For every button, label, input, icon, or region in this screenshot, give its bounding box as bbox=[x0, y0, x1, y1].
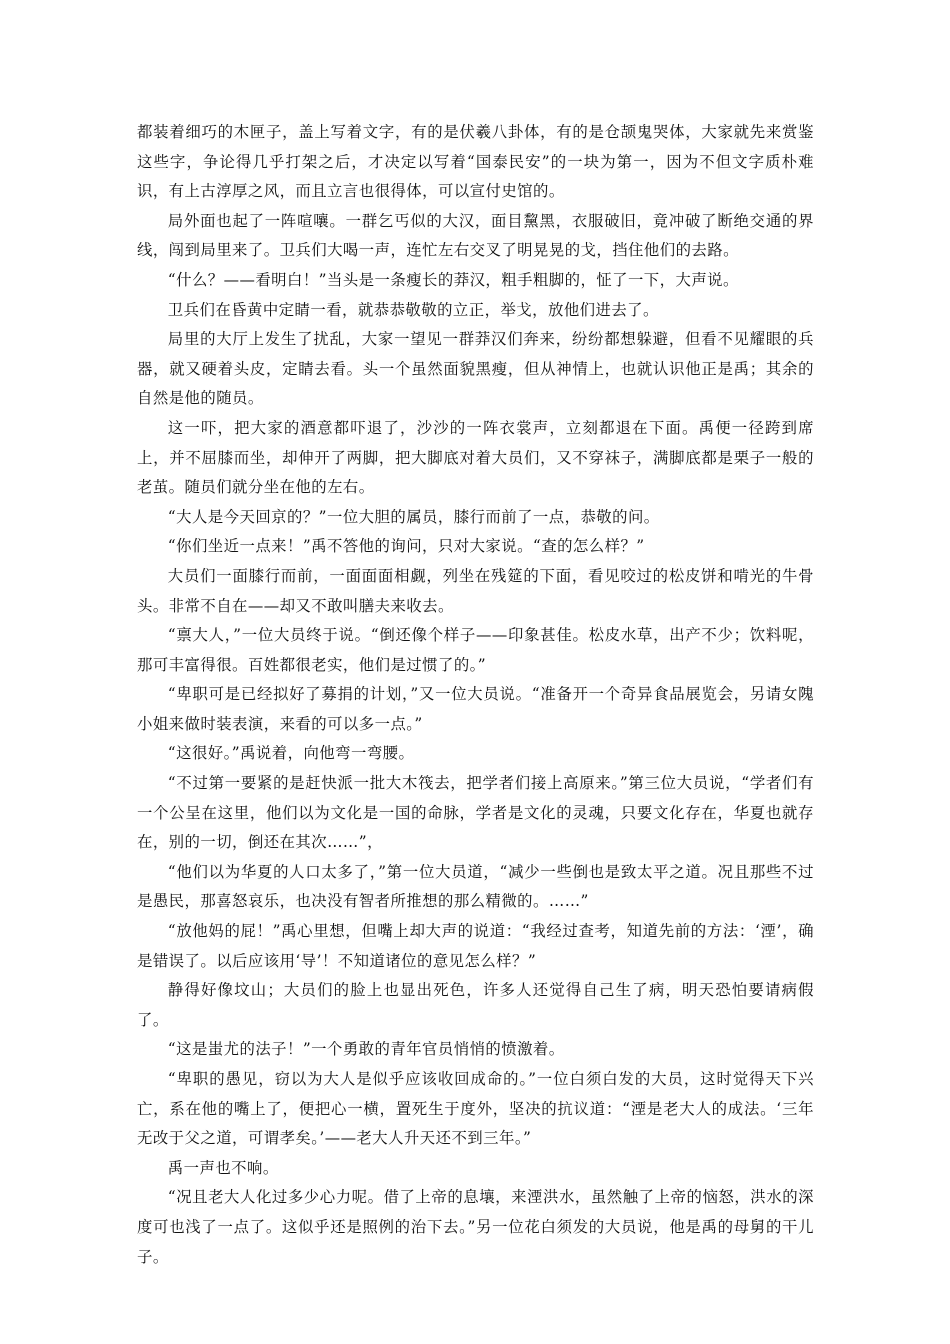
paragraph: “卑职可是已经拟好了募捐的计划，”又一位大员说。“准备开一个奇异食品展览会，另请女隗小姐来做时装表演，来看的可以多一点。” bbox=[137, 685, 814, 733]
paragraph: 卫兵们在昏黄中定睛一看，就恭恭敬敬的立正，举戈，放他们进去了。 bbox=[167, 300, 659, 319]
paragraph: “大人是今天回京的？”一位大胆的属员，膝行而前了一点，恭敬的问。 bbox=[167, 507, 660, 526]
paragraph: “不过第一要紧的是赶快派一批大木筏去，把学者们接上高原来。”第三位大员说，“学者们有一个公呈在这里，他们以为文化是一国的命脉，学者是文化的灵魂，只要文化存在，华夏也就存在，别的一切，倒还在其次……”， bbox=[137, 774, 814, 852]
paragraph: 大员们一面膝行而前，一面面面相觑，列坐在残筵的下面，看见咬过的松皮饼和啃光的牛骨头。非常不自在——却又不敢叫膳夫来收去。 bbox=[137, 566, 814, 615]
paragraph: “放他妈的屁！”禹心里想，但嘴上却大声的说道：“我经过查考，知道先前的方法：‘湮’，确是错误了。以后应该用‘导’！不知道诸位的意见怎么样？” bbox=[137, 922, 814, 970]
paragraph: 局外面也起了一阵喧嚷。一群乞丐似的大汉，面目黧黑，衣服破旧，竟冲破了断绝交通的界线，闯到局里来了。卫兵们大喝一声，连忙左右交叉了明晃晃的戈，挡住他们的去路。 bbox=[137, 211, 814, 260]
paragraph: “什么？——看明白！”当头是一条瘦长的莽汉，粗手粗脚的，怔了一下，大声说。 bbox=[167, 270, 739, 289]
paragraph: 静得好像坟山；大员们的脸上也显出死色，许多人还觉得自己生了病，明天恐怕要请病假了。 bbox=[137, 981, 814, 1029]
paragraph: 禹一声也不响。 bbox=[167, 1158, 279, 1177]
paragraph: “况且老大人化过多少心力呢。借了上帝的息壤，来湮洪水，虽然触了上帝的恼怒，洪水的深度可也浅了一点了。这似乎还是照例的治下去。”另一位花白须发的大员说，他是禹的母舅的干儿子。 bbox=[137, 1188, 814, 1266]
paragraph: “卑职的愚见，窃以为大人是似乎应该收回成命的。”一位白须白发的大员，这时觉得天下兴亡，系在他的嘴上了，便把心一横，置死生于度外，坚决的抗议道：“湮是老大人的成法。‘三年无改于父之道，可谓孝矣。’——老大人升天还不到三年。” bbox=[137, 1070, 814, 1148]
paragraph: 这一吓，把大家的酒意都吓退了，沙沙的一阵衣裳声，立刻都退在下面。禹便一径跨到席上，并不屈膝而坐，却伸开了两脚，把大脚底对着大员们，又不穿袜子，满脚底都是栗子一般的老茧。随员们就分坐在他的左右。 bbox=[137, 418, 814, 497]
paragraph: “你们坐近一点来！”禹不答他的询问，只对大家说。“查的怎么样？” bbox=[167, 537, 645, 556]
paragraph-continuation: 都装着细巧的木匣子，盖上写着文字，有的是伏羲八卦体，有的是仓颉鬼哭体，大家就先来赏鉴这些字，争论得几乎打架之后，才决定以写着“国泰民安”的一块为第一，因为不但文字质朴难识，有上古淳厚之风，而且立言也很得体，可以宣付史馆的。 bbox=[137, 123, 814, 201]
paragraph: “他们以为华夏的人口太多了，”第一位大员道，“减少一些倒也是致太平之道。况且那些不过是愚民，那喜怒哀乐，也决没有智者所推想的那么精微的。……” bbox=[137, 862, 814, 911]
paragraph: 局里的大厅上发生了扰乱，大家一望见一群莽汉们奔来，纷纷都想躲避，但看不见耀眼的兵器，就又硬着头皮，定睛去看。头一个虽然面貌黑瘦，但从神情上，也就认识他正是禹；其余的自然是他的随员。 bbox=[137, 330, 814, 408]
paragraph: “禀大人，”一位大员终于说。“倒还像个样子——印象甚佳。松皮水草，出产不少；饮料呢，那可丰富得很。百姓都很老实，他们是过惯了的。” bbox=[137, 626, 814, 674]
paragraph: “这很好。”禹说着，向他弯一弯腰。 bbox=[167, 744, 415, 763]
paragraph: “这是蚩尤的法子！”一个勇敢的青年官员悄悄的愤激着。 bbox=[167, 1040, 565, 1059]
document-page bbox=[137, 118, 814, 1272]
